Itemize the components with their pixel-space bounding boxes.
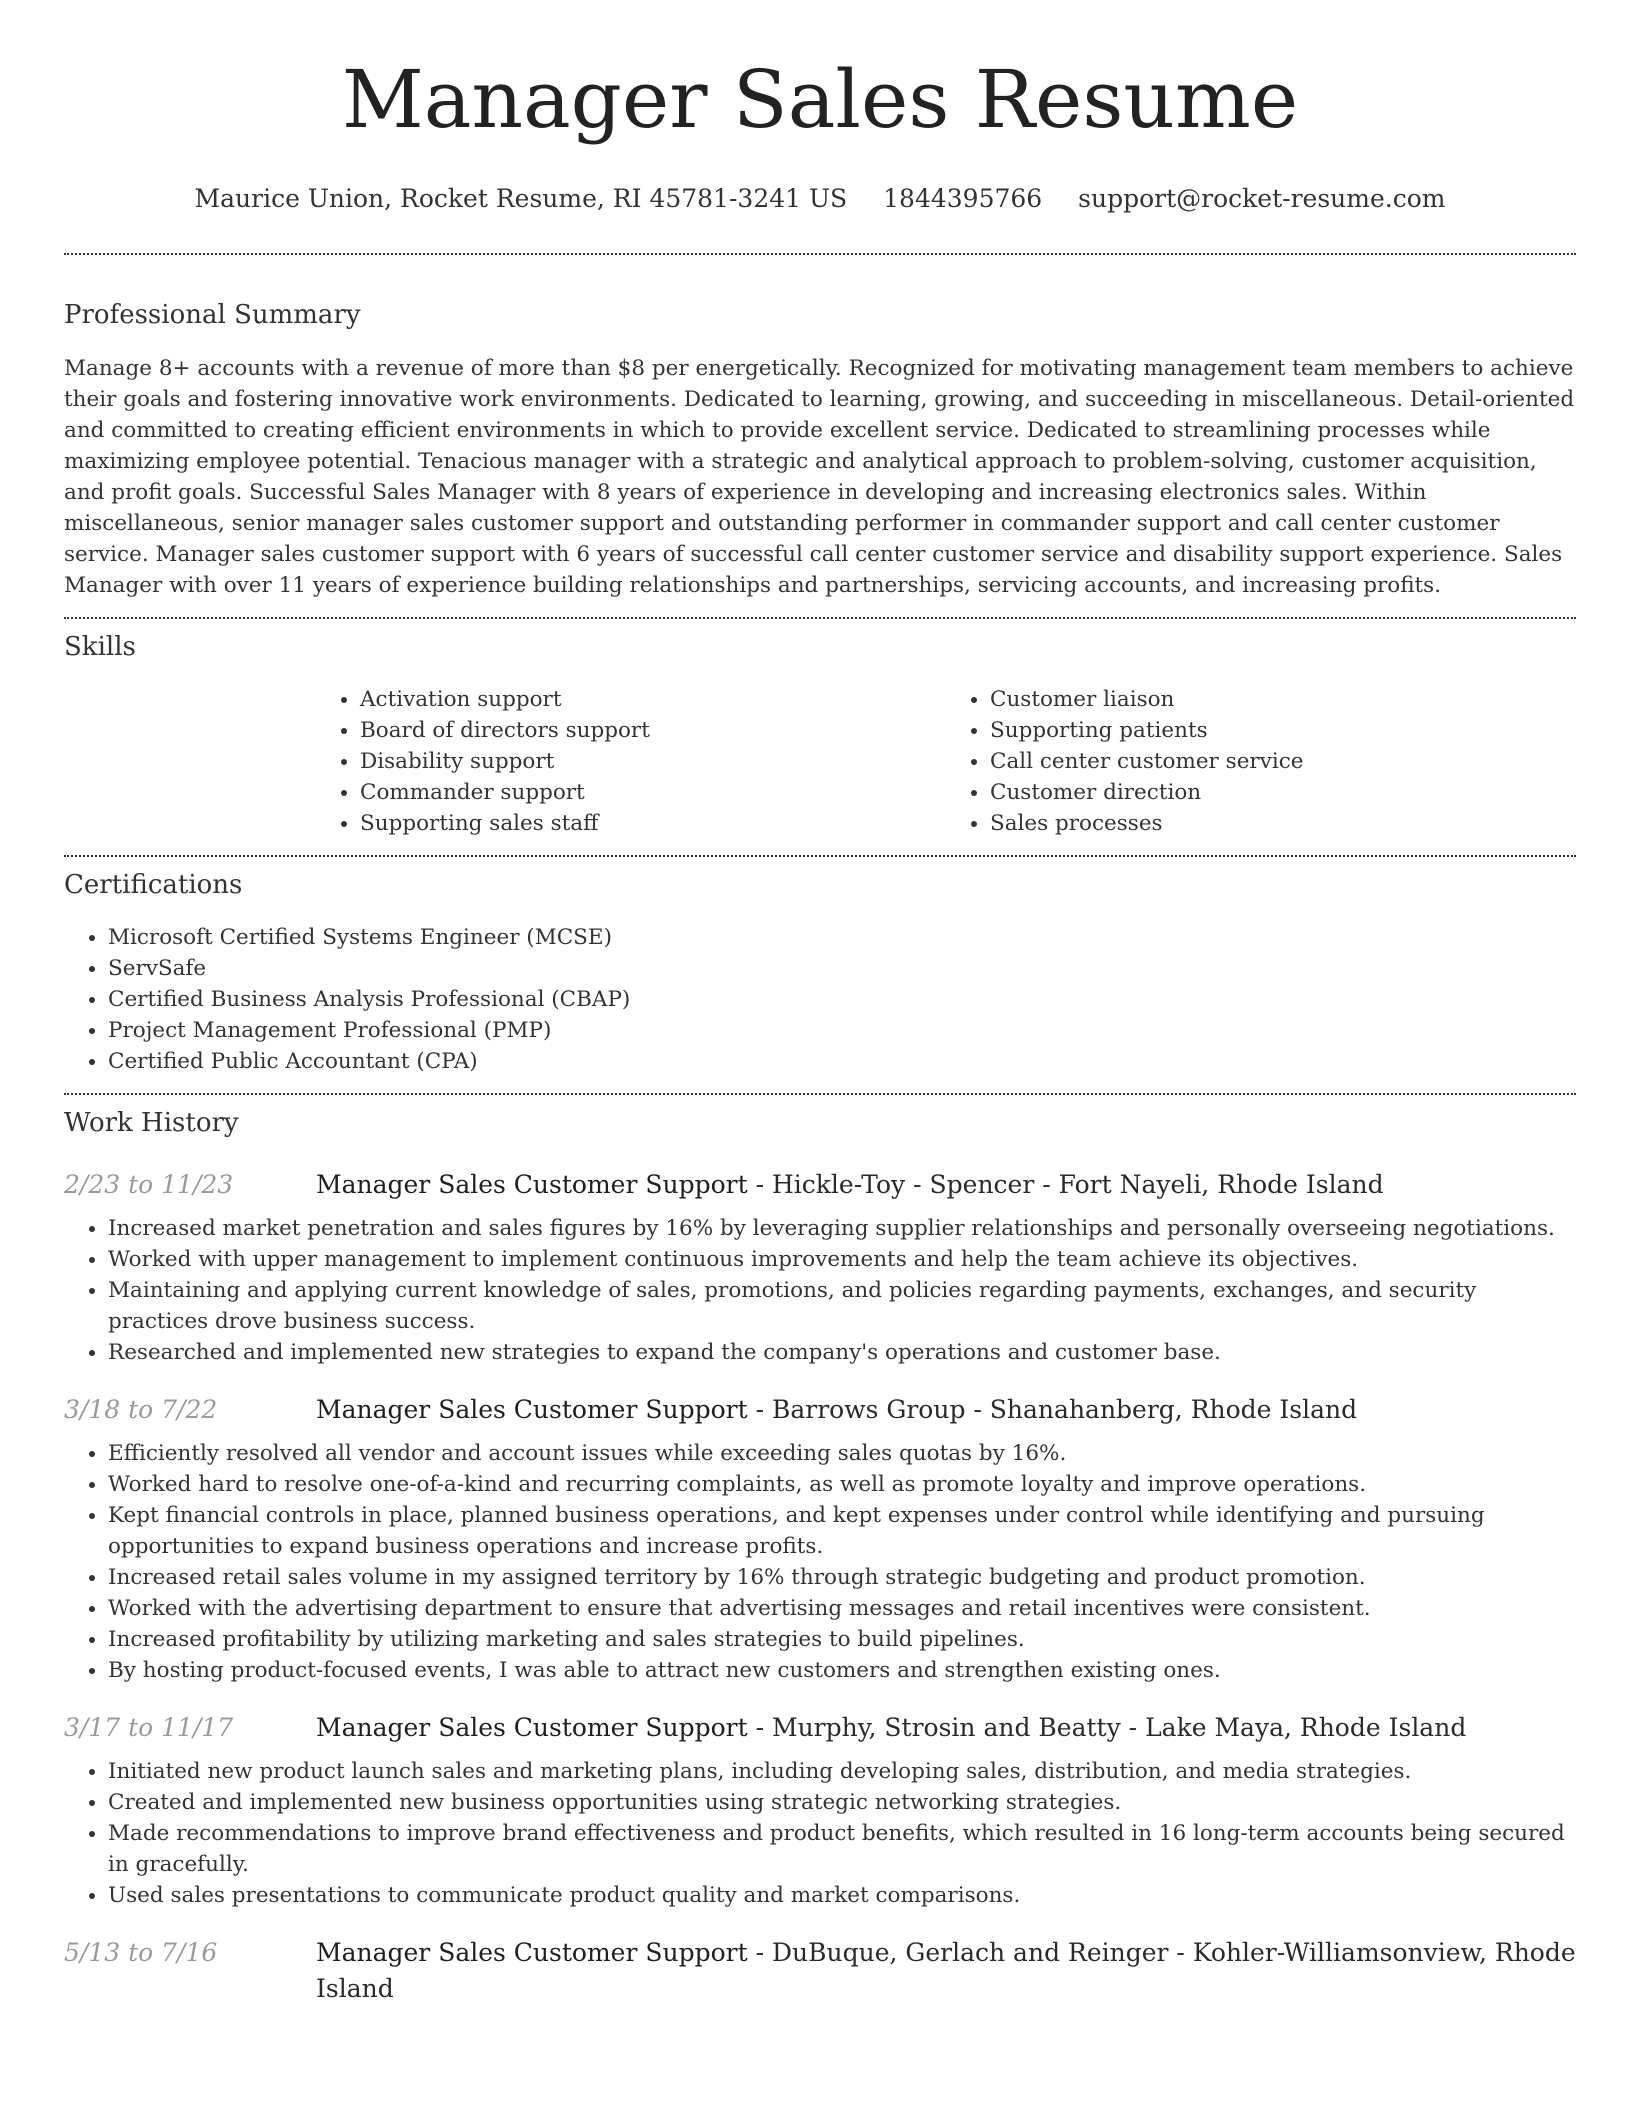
job-bullets	[64, 1756, 1576, 1911]
job-bullet: • Efficiently resolved all vendor and account issues while exceeding sales quotas by 16%.	[108, 1438, 1576, 1469]
job-header	[64, 1710, 1576, 1746]
job-dates: 3/17 to 11/17	[64, 1713, 234, 1742]
skill-item: • Customer direction	[990, 777, 1576, 808]
job-employer-location: - Murphy, Strosin and Beatty - Lake Maya, Rhode Island	[747, 1713, 1467, 1742]
contact-phone: 1844395766	[883, 184, 1043, 213]
skill-item: • Supporting patients	[990, 715, 1576, 746]
skill-item: • Sales processes	[990, 808, 1576, 839]
section-divider	[64, 855, 1576, 857]
skills-section	[64, 630, 1576, 839]
job-title	[316, 1935, 1576, 2007]
job-bullets	[64, 1213, 1576, 1368]
section-heading-summary: Professional Summary	[64, 300, 361, 330]
job-entry	[64, 1392, 1576, 1686]
certifications-list	[64, 922, 1576, 1077]
certifications-section	[64, 868, 1576, 1077]
job-bullet: • Worked hard to resolve one-of-a-kind and recurring complaints, as well as promote loyalty and improve operations.	[108, 1469, 1576, 1500]
section-divider	[64, 617, 1576, 619]
resume-page	[64, 0, 1576, 2007]
contact-email[interactable]: support@rocket-resume.com	[1078, 184, 1446, 213]
contact-line	[64, 182, 1576, 216]
skills-list-left	[316, 684, 946, 839]
section-heading-skills: Skills	[64, 632, 136, 662]
summary-section	[64, 298, 1576, 601]
job-title	[316, 1710, 1576, 1746]
job-bullets	[64, 1438, 1576, 1686]
job-bullet: • Worked with upper management to implement continuous improvements and help the team achieve its objectives.	[108, 1244, 1576, 1275]
job-employer-location: - Barrows Group - Shanahanberg, Rhode Island	[747, 1395, 1358, 1424]
job-employer-location: - Hickle-Toy - Spencer - Fort Nayeli, Rhode Island	[747, 1170, 1384, 1199]
job-bullet: • By hosting product-focused events, I was able to attract new customers and strengthen existing ones.	[108, 1655, 1576, 1686]
job-bullet: • Increased retail sales volume in my assigned territory by 16% through strategic budgeting and product promotion.	[108, 1562, 1576, 1593]
skill-item: • Customer liaison	[990, 684, 1576, 715]
certification-item: • Certified Public Accountant (CPA)	[108, 1046, 1576, 1077]
job-title	[316, 1167, 1576, 1203]
job-dates: 5/13 to 7/16	[64, 1938, 218, 1967]
job-bullet: • Made recommendations to improve brand effectiveness and product benefits, which resulted in 16 long-term accounts being secured in gracefully.	[108, 1818, 1576, 1880]
job-role: Manager Sales Customer Support	[316, 1170, 748, 1199]
skill-item: • Commander support	[360, 777, 946, 808]
job-bullet: • Researched and implemented new strategies to expand the company's operations and customer base.	[108, 1337, 1576, 1368]
job-dates: 2/23 to 11/23	[64, 1170, 234, 1199]
section-divider	[64, 253, 1576, 255]
job-bullet: • Worked with the advertising department to ensure that advertising messages and retail incentives were consistent.	[108, 1593, 1576, 1624]
job-header	[64, 1167, 1576, 1203]
skills-list-right	[946, 684, 1576, 839]
section-heading-certifications: Certifications	[64, 870, 243, 900]
job-role: Manager Sales Customer Support	[316, 1395, 748, 1424]
certification-item: • Microsoft Certified Systems Engineer (MCSE)	[108, 922, 1576, 953]
skill-item: • Board of directors support	[360, 715, 946, 746]
job-entry	[64, 1935, 1576, 2007]
job-entry	[64, 1710, 1576, 1911]
contact-address: Maurice Union, Rocket Resume, RI 45781-3241 US	[194, 184, 848, 213]
page-title: Manager Sales Resume	[341, 53, 1299, 146]
certification-item: • Certified Business Analysis Professional (CBAP)	[108, 984, 1576, 1015]
summary-text: Manage 8+ accounts with a revenue of more than $8 per energetically. Recognized for motivating management team members to achieve their goals and fostering innovative work environments. Dedicated to learning, growing, and succeeding in miscellaneous. Detail-oriented and committed to creating efficient environments in which to provide excellent service. Dedicated to streamlining processes while maximizing employee potential. Tenacious manager with a strategic and analytical approach to problem-solving, customer acquisition, and profit goals. Successful Sales Manager with 8 years of experience in developing and increasing electronics sales. Within miscellaneous, senior manager sales customer support and outstanding performer in commander support and call center customer service. Manager sales customer support with 6 years of successful call center customer service and disability support experience. Sales Manager with over 11 years of experience building relationships and partnerships, servicing accounts, and increasing profits.	[64, 356, 1575, 598]
job-header	[64, 1392, 1576, 1428]
job-header	[64, 1935, 1576, 2007]
job-title	[316, 1392, 1576, 1428]
job-bullet: • Increased market penetration and sales figures by 16% by leveraging supplier relationships and personally overseeing negotiations.	[108, 1213, 1576, 1244]
skills-grid	[316, 684, 1576, 839]
job-bullet: • Increased profitability by utilizing marketing and sales strategies to build pipelines.	[108, 1624, 1576, 1655]
job-dates: 3/18 to 7/22	[64, 1395, 218, 1424]
job-role: Manager Sales Customer Support	[316, 1938, 748, 1967]
certification-item: • Project Management Professional (PMP)	[108, 1015, 1576, 1046]
job-bullet: • Initiated new product launch sales and marketing plans, including developing sales, distribution, and media strategies.	[108, 1756, 1576, 1787]
job-bullet: • Used sales presentations to communicate product quality and market comparisons.	[108, 1880, 1576, 1911]
job-bullet: • Maintaining and applying current knowledge of sales, promotions, and policies regarding payments, exchanges, and security practices drove business success.	[108, 1275, 1576, 1337]
skill-item: • Call center customer service	[990, 746, 1576, 777]
job-role: Manager Sales Customer Support	[316, 1713, 748, 1742]
work-history-section	[64, 1106, 1576, 2007]
job-employer-location: - DuBuque, Gerlach and Reinger - Kohler-Williamsonview, Rhode Island	[316, 1938, 1576, 2003]
skill-item: • Disability support	[360, 746, 946, 777]
skill-item: • Activation support	[360, 684, 946, 715]
certification-item: • ServSafe	[108, 953, 1576, 984]
skill-item: • Supporting sales staff	[360, 808, 946, 839]
section-divider	[64, 1093, 1576, 1095]
job-entry	[64, 1167, 1576, 1368]
job-bullet: • Created and implemented new business opportunities using strategic networking strategies.	[108, 1787, 1576, 1818]
job-bullet: • Kept financial controls in place, planned business operations, and kept expenses under control while identifying and pursuing opportunities to expand business operations and increase profits.	[108, 1500, 1576, 1562]
section-heading-work-history: Work History	[64, 1108, 239, 1138]
